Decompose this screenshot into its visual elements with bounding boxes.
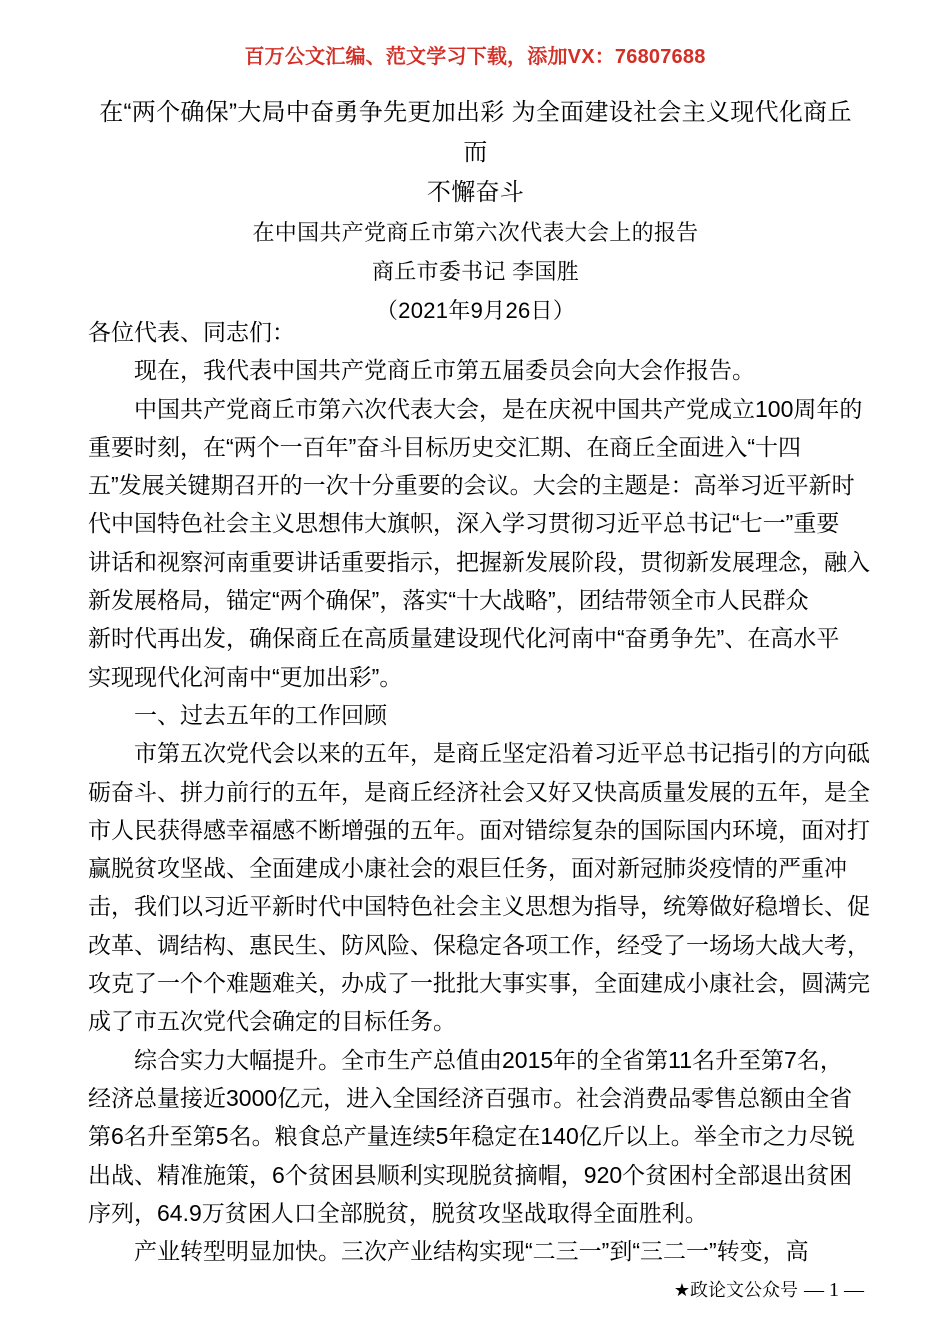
paragraph-comprehensive-strength	[88, 1041, 864, 1232]
paragraph-line	[88, 734, 870, 772]
paragraph-salutation	[88, 313, 864, 351]
page-title-line-1: 在“两个确保”大局中奋勇争先更加出彩 为全面建设社会主义现代化商丘而	[99, 99, 852, 166]
paragraph-line: 代中国特色社会主义思想伟大旗帜，深入学习贯彻习近平总书记“七一”重要	[88, 510, 840, 537]
paragraph-line: 经济总量接近3000亿元，进入全国经济百强市。社会消费品零售总额由全省	[88, 1084, 853, 1111]
paragraph-line	[88, 390, 864, 428]
paragraph-line: 序列，64.9万贫困人口全部脱贫，脱贫攻坚战取得全面胜利。	[88, 1199, 708, 1226]
paragraph-line: 第6名升至第5名。粮食总产量连续5年稳定在140亿斤以上。举全市之力尽锐	[88, 1123, 855, 1150]
watermark-label: ★政论文公众号	[673, 1280, 798, 1300]
paragraph-line: 改革、调结构、惠民生、防风险、保稳定各项工作，经受了一场场大战大考，	[88, 931, 870, 958]
paragraph-five-year-review	[88, 734, 870, 1040]
paragraph-text: 中国共产党商丘市第六次代表大会，是在庆祝中国共产党成立100周年的	[134, 395, 863, 422]
paragraph-text: 综合实力大幅提升。全市生产总值由2015年的全省第11名升至第7名，	[134, 1046, 843, 1073]
document-byline: 商丘市委书记 李国胜	[371, 259, 580, 284]
paragraph-line: 各位代表、同志们：	[88, 319, 295, 345]
paragraph-line: 重要时刻，在“两个一百年”奋斗目标历史交汇期、在商丘全面进入“十四	[88, 433, 801, 460]
paragraph-line	[88, 351, 864, 389]
page-number: — 1 —	[804, 1279, 864, 1301]
document-body	[88, 313, 870, 1270]
paragraph-line: 成了市五次党代会确定的目标任务。	[88, 1008, 456, 1035]
paragraph-text: 市第五次党代会以来的五年，是商丘坚定沿着习近平总书记指引的方向砥	[134, 740, 870, 767]
paragraph-line: 五”发展关键期召开的一次十分重要的会议。大会的主题是：高举习近平新时	[88, 472, 855, 499]
paragraph-line: 击，我们以习近平新时代中国特色社会主义思想为指导，统筹做好稳增长、促	[88, 893, 870, 920]
document-subtitle: 在中国共产党商丘市第六次代表大会上的报告	[252, 220, 699, 245]
title-block	[88, 93, 863, 330]
paragraph-line: 赢脱贫攻坚战、全面建成小康社会的艰巨任务，面对新冠肺炎疫情的严重冲	[88, 855, 847, 882]
promo-banner-text: 百万公文汇编、范文学习下载，添加VX：76807688	[244, 46, 706, 68]
page-title	[88, 93, 863, 213]
paragraph-line: 新发展格局，锚定“两个确保”，落实“十大战略”，团结带领全市人民群众	[88, 587, 809, 614]
paragraph-line: 市人民获得感幸福感不断增强的五年。面对错综复杂的国际国内环境，面对打	[88, 816, 870, 843]
page-footer	[88, 1277, 864, 1304]
paragraph-line: 砺奋斗、拼力前行的五年，是商丘经济社会又好又快高质量发展的五年，是全	[88, 778, 870, 805]
document-date: （2021年9月26日）	[375, 298, 576, 323]
page-title-line-2: 不懈奋斗	[426, 179, 525, 206]
section-heading-text: 一、过去五年的工作回顾	[134, 701, 387, 728]
paragraph-line	[88, 1041, 864, 1079]
paragraph-line: 讲话和视察河南重要讲话重要指示，把握新发展阶段，贯彻新发展理念，融入	[88, 548, 870, 575]
paragraph-line	[88, 1232, 864, 1270]
paragraph-line: 出战、精准施策，6个贫困县顺利实现脱贫摘帽，920个贫困村全部退出贫困	[88, 1161, 853, 1188]
paragraph-text: 现在，我代表中国共产党商丘市第五届委员会向大会作报告。	[134, 357, 755, 384]
paragraph-opening-report	[88, 351, 864, 389]
paragraph-line	[88, 696, 864, 734]
paragraph-text: 产业转型明显加快。三次产业结构实现“二三一”到“三二一”转变，高	[134, 1238, 809, 1265]
paragraph-line: 新时代再出发，确保商丘在高质量建设现代化河南中“奋勇争先”、在高水平	[88, 625, 840, 652]
paragraph-congress-theme	[88, 390, 870, 696]
paragraph-line: 攻克了一个个难题难关，办成了一批批大事实事，全面建成小康社会，圆满完	[88, 970, 870, 997]
paragraph-line: 实现现代化河南中“更加出彩”。	[88, 663, 403, 690]
paragraph-industry-transformation	[88, 1232, 864, 1270]
section-heading-one	[88, 696, 864, 734]
